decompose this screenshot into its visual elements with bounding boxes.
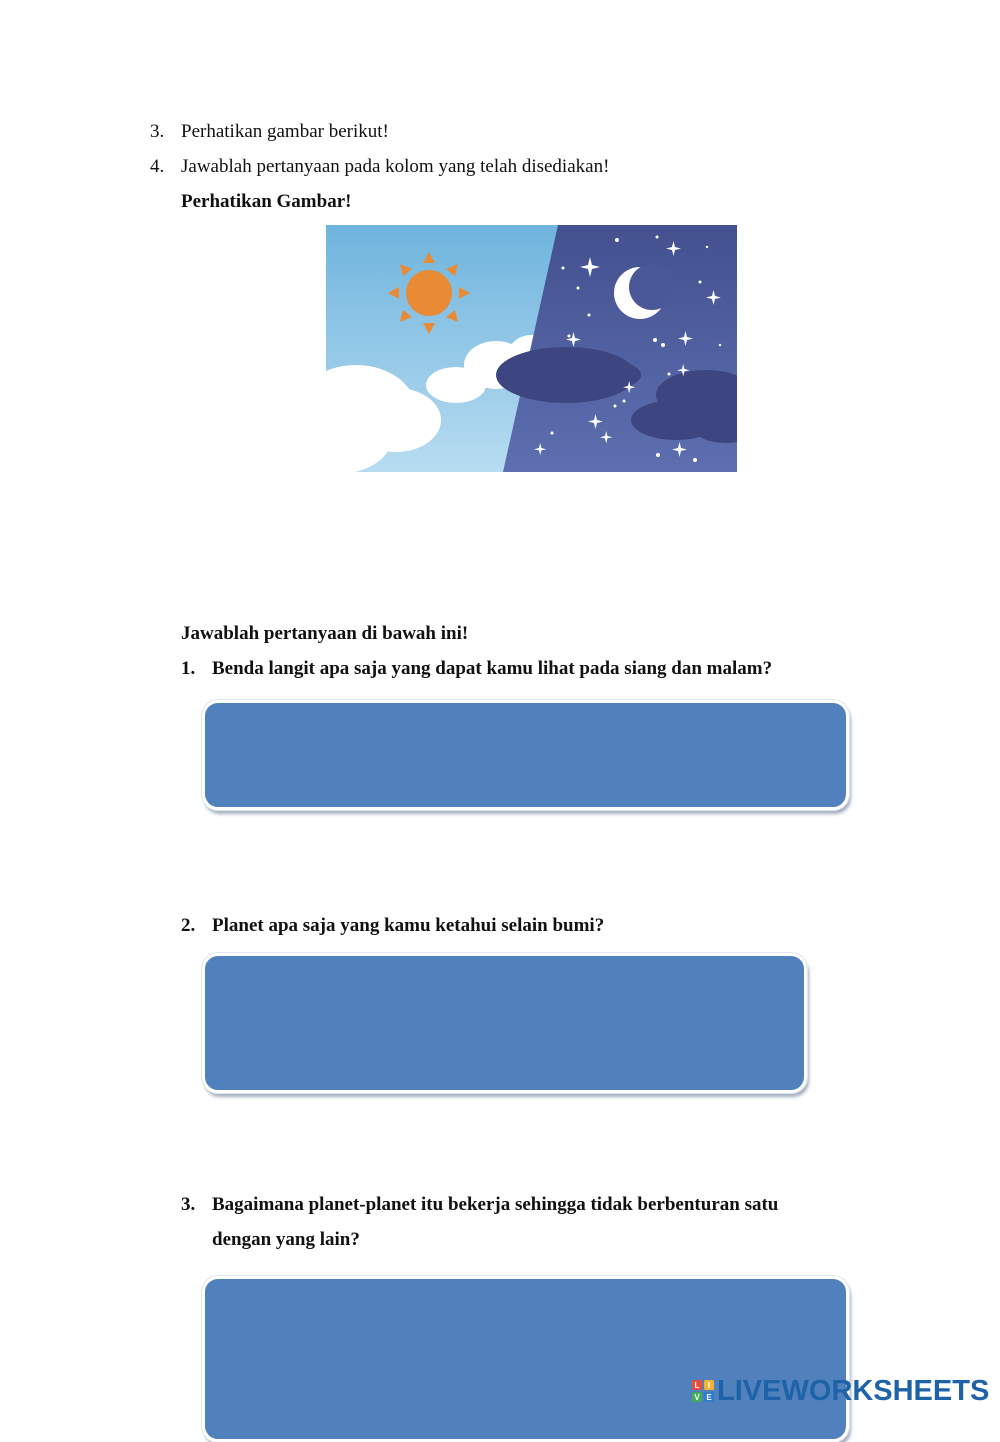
answer-box-1[interactable] (202, 700, 849, 810)
badge-letter-v: V (694, 1393, 700, 1402)
figure-heading: Perhatikan Gambar! (181, 191, 352, 212)
instruction-4-text: Jawablah pertanyaan pada kolom yang telah disediakan! (181, 156, 610, 177)
question-1-text: Benda langit apa saja yang dapat kamu lihat pada siang dan malam? (212, 658, 773, 679)
question-2-number: 2. (181, 915, 196, 936)
instruction-4-number: 4. (150, 156, 165, 177)
liveworksheets-badge-icon (692, 1380, 714, 1402)
instruction-3-number: 3. (150, 121, 165, 142)
question-2-text: Planet apa saja yang kamu ketahui selain bumi? (212, 915, 605, 936)
instruction-3-text: Perhatikan gambar berikut! (181, 121, 389, 142)
answer-box-2[interactable] (202, 953, 807, 1093)
liveworksheets-logo (692, 1374, 989, 1408)
question-3-text-line-1: Bagaimana planet-planet itu bekerja sehingga tidak berbenturan satu (212, 1194, 779, 1215)
day-night-sky-illustration (326, 225, 737, 472)
answer-box-3[interactable] (202, 1276, 849, 1442)
badge-letter-i: I (707, 1381, 711, 1390)
questions-heading: Jawablah pertanyaan di bawah ini! (181, 623, 469, 644)
question-3-number: 3. (181, 1194, 196, 1215)
question-3-text-line-2: dengan yang lain? (212, 1229, 360, 1250)
question-3-continuation (212, 1228, 360, 1252)
liveworksheets-text: LIVEWORKSHEETS (717, 1374, 990, 1407)
badge-letter-l: L (694, 1381, 700, 1390)
badge-letter-e: E (706, 1393, 712, 1402)
question-1-number: 1. (181, 658, 196, 679)
